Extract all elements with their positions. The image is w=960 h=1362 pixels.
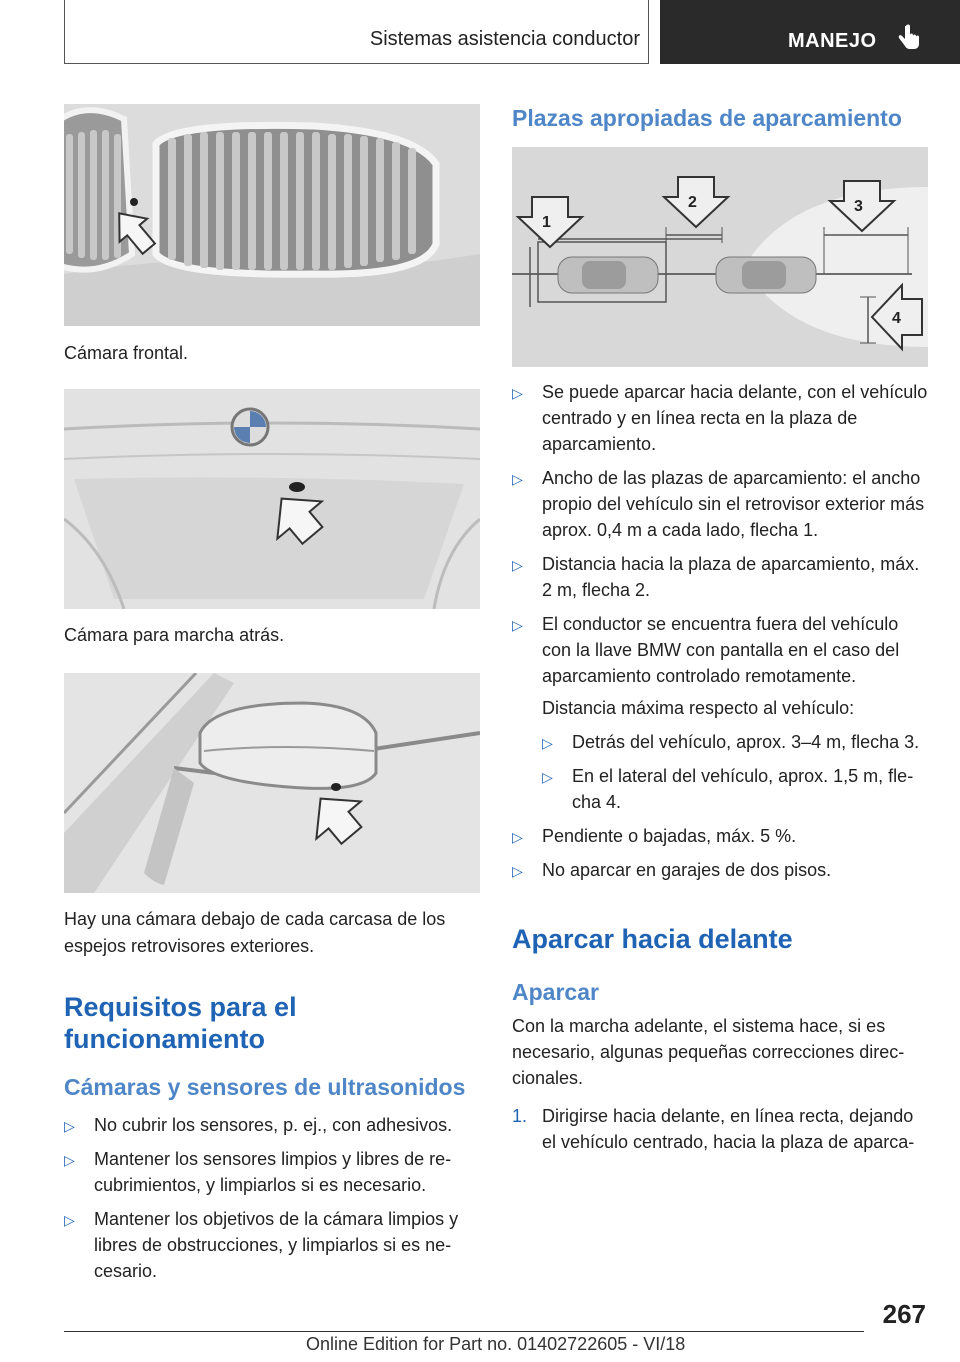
diagram-label-2: 2 — [688, 194, 697, 211]
mirror-camera-caption: Hay una cámara debajo de cada carcasa de los espejos retrovisores exteriores. — [64, 909, 446, 956]
chapter-tab — [660, 0, 960, 64]
cameras-sensors-subheading: Cámaras y sensores de ultrasonidos — [64, 1074, 466, 1100]
list-item: ▷ Pendiente o bajadas, máx. 5 %. — [512, 823, 930, 849]
list-item: ▷ Distancia hacia la plaza de aparcamiento, máx. 2 m, flecha 2. — [512, 554, 920, 600]
bullet-triangle-icon: ▷ — [512, 829, 523, 845]
bullet-triangle-icon: ▷ — [512, 617, 523, 633]
list-item: ▷ No cubrir los sensores, p. ej., con adhesivos. — [64, 1112, 480, 1138]
list-item: ▷ Mantener los sensores limpios y libres de recubrimientos, y limpiarlos si es necesario. — [64, 1149, 452, 1195]
list-item: ▷ No aparcar en garajes de dos pisos. — [512, 857, 930, 883]
parking-conditions-list — [512, 379, 930, 891]
distance-sublist — [542, 729, 930, 815]
list-item: ▷ Mantener los objetivos de la cámara limpios y libres de obstrucciones, y limpiarlos si es necesario. — [64, 1209, 459, 1281]
front-camera-photo — [64, 104, 480, 326]
bullet-triangle-icon: ▷ — [542, 769, 553, 785]
diagram-label-1: 1 — [542, 214, 551, 231]
park-subheading: Aparcar — [512, 979, 599, 1005]
bullet-triangle-icon: ▷ — [512, 557, 523, 573]
bullet-triangle-icon: ▷ — [64, 1212, 75, 1228]
mirror-camera-photo — [64, 673, 480, 893]
diagram-label-4: 4 — [892, 310, 901, 327]
chapter-title: MANEJO — [788, 30, 877, 52]
hand-pointer-icon — [896, 24, 922, 52]
footer-rule — [64, 1331, 864, 1332]
list-item: ▷ Detrás del vehículo, aprox. 3–4 m, flecha 3. — [542, 729, 930, 755]
list-item: ▷ Ancho de las plazas de aparcamiento: el ancho propio del vehículo sin el retrovisor exterior más aprox. 0,4 m a cada lado, flecha 1. — [512, 468, 925, 540]
bullet-triangle-icon: ▷ — [542, 735, 553, 751]
step-number: 1. — [512, 1106, 528, 1126]
front-camera-caption: Cámara frontal. — [64, 343, 189, 363]
park-paragraph: Con la marcha adelante, el sistema hace, si es necesario, algunas pequeñas correcciones direccionales. — [512, 1016, 905, 1088]
parking-spaces-heading: Plazas apropiadas de aparcamiento — [512, 105, 902, 131]
list-item: ▷ En el lateral del vehículo, aprox. 1,5 m, flecha 4. — [542, 766, 914, 812]
diagram-label-3: 3 — [854, 198, 863, 215]
section-title: Sistemas asistencia conductor — [369, 28, 640, 50]
distance-intro: Distancia máxima respecto al vehículo: — [542, 698, 855, 718]
requirements-list — [64, 1112, 480, 1292]
parking-diagram — [512, 147, 928, 367]
bullet-triangle-icon: ▷ — [512, 385, 523, 401]
edition-footer: Online Edition for Part no. 01402722605 - VI/18 — [306, 1334, 686, 1354]
park-forward-heading: Aparcar hacia delante — [512, 924, 793, 954]
rear-camera-photo — [64, 389, 480, 609]
bullet-triangle-icon: ▷ — [512, 863, 523, 879]
bullet-triangle-icon: ▷ — [512, 471, 523, 487]
requirements-heading: Requisitos para el funcionamiento — [64, 992, 297, 1054]
page-number: 267 — [882, 1299, 926, 1329]
list-item: ▷ Se puede aparcar hacia delante, con el vehículo centrado y en línea recta en la plaza de aparcamiento. — [512, 382, 928, 454]
step-item: 1. Dirigirse hacia delante, en línea recta, dejando el vehículo centrado, hacia la plaza de aparca- — [512, 1103, 930, 1155]
bullet-triangle-icon: ▷ — [64, 1152, 75, 1168]
list-item: ▷ El conductor se encuentra fuera del vehículo con la llave BMW con pantalla en el caso del aparcamiento controlado remotamente. Distancia máxima respecto al vehículo: ▷ Detrás del vehículo, aprox. 3–4 m, flecha 3. ▷ En el lateral del vehículo, aprox. 1,5 m, flecha 4. — [512, 611, 930, 815]
rear-camera-caption: Cámara para marcha atrás. — [64, 625, 285, 645]
bullet-triangle-icon: ▷ — [64, 1118, 75, 1134]
park-steps — [512, 1103, 930, 1155]
